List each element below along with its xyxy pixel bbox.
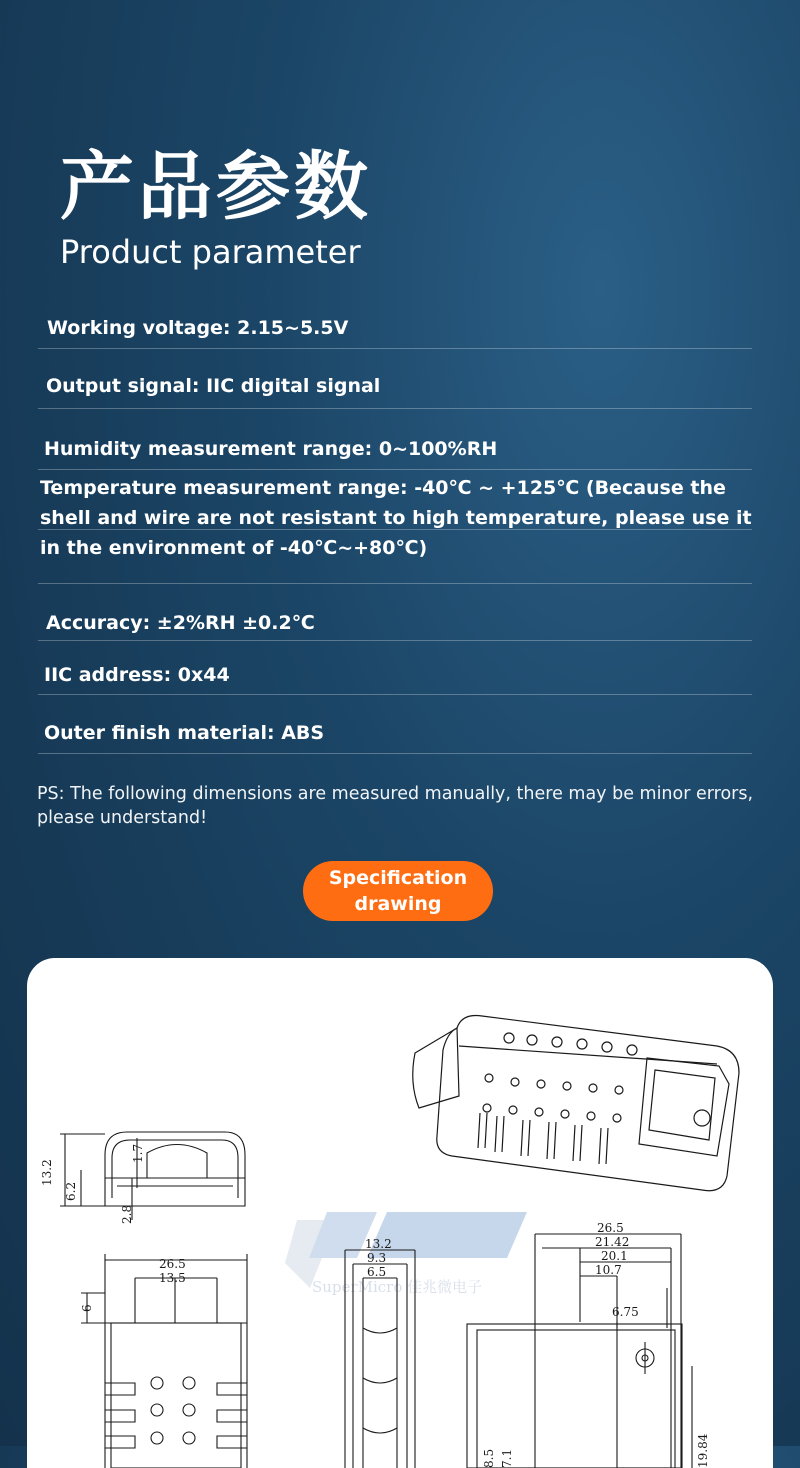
isometric-view-drawing bbox=[413, 1016, 739, 1191]
front-view-drawing bbox=[80, 1254, 247, 1468]
dim-right-height: 19.84 bbox=[696, 1433, 710, 1468]
param-temperature-range: Temperature measurement range: -40℃ ~ +125℃ (Because the shell and wire are not resistant to high temperature, please use it in the environment of -40℃~+80℃) bbox=[40, 477, 752, 559]
param-iic-address: IIC address: 0x44 bbox=[44, 664, 230, 686]
param-divider bbox=[38, 583, 752, 584]
watermark-text: SuperMicro 佳兆微电子 bbox=[312, 1278, 483, 1296]
dim-right-mid: 20.1 bbox=[601, 1249, 628, 1263]
param-divider bbox=[38, 694, 752, 695]
specification-drawing-button[interactable]: Specification drawing bbox=[303, 861, 493, 921]
param-divider bbox=[38, 469, 752, 470]
dim-side-height: 13.2 bbox=[40, 1159, 54, 1186]
dim-front-depth: 6 bbox=[80, 1304, 94, 1312]
page-title-cn: 产品参数 bbox=[60, 144, 372, 230]
dim-right-width: 26.5 bbox=[597, 1221, 624, 1235]
param-divider bbox=[38, 753, 752, 754]
dim-side-mid: 6.2 bbox=[64, 1181, 78, 1201]
param-divider bbox=[38, 529, 752, 530]
dim-right-lower: 8.5 bbox=[482, 1448, 496, 1468]
side-view-drawing bbox=[40, 1132, 245, 1224]
dim-middle-core: 6.5 bbox=[367, 1265, 387, 1279]
dim-right-lower2: 7.1 bbox=[500, 1448, 514, 1468]
dim-middle-width: 13.2 bbox=[365, 1237, 392, 1251]
dim-front-inner: 13.5 bbox=[159, 1271, 186, 1285]
dim-right-inner: 10.7 bbox=[595, 1263, 622, 1277]
param-output-signal: Output signal: IIC digital signal bbox=[46, 375, 381, 397]
param-humidity-range: Humidity measurement range: 0~100%RH bbox=[44, 438, 498, 460]
dim-side-top: 1.7 bbox=[131, 1143, 145, 1163]
param-working-voltage: Working voltage: 2.15~5.5V bbox=[47, 317, 349, 339]
page-title-en: Product parameter bbox=[60, 233, 361, 271]
middle-view-drawing bbox=[345, 1237, 415, 1468]
dim-right-outer: 21.42 bbox=[595, 1235, 630, 1249]
dim-front-width: 26.5 bbox=[159, 1257, 186, 1271]
specification-drawing-panel bbox=[27, 958, 773, 1468]
param-accuracy: Accuracy: ±2%RH ±0.2℃ bbox=[46, 612, 315, 634]
right-view-drawing bbox=[467, 1221, 710, 1468]
param-divider bbox=[38, 348, 752, 349]
param-divider bbox=[38, 408, 752, 409]
dim-side-bottom: 2.8 bbox=[120, 1204, 134, 1224]
measurement-note: PS: The following dimensions are measured manually, there may be minor errors, please understand! bbox=[37, 784, 754, 828]
dim-right-offset: 6.75 bbox=[612, 1305, 639, 1319]
param-divider bbox=[38, 640, 752, 641]
param-outer-material: Outer finish material: ABS bbox=[44, 722, 325, 744]
watermark-logo bbox=[285, 1212, 527, 1296]
dim-middle-inner: 9.3 bbox=[367, 1251, 387, 1265]
